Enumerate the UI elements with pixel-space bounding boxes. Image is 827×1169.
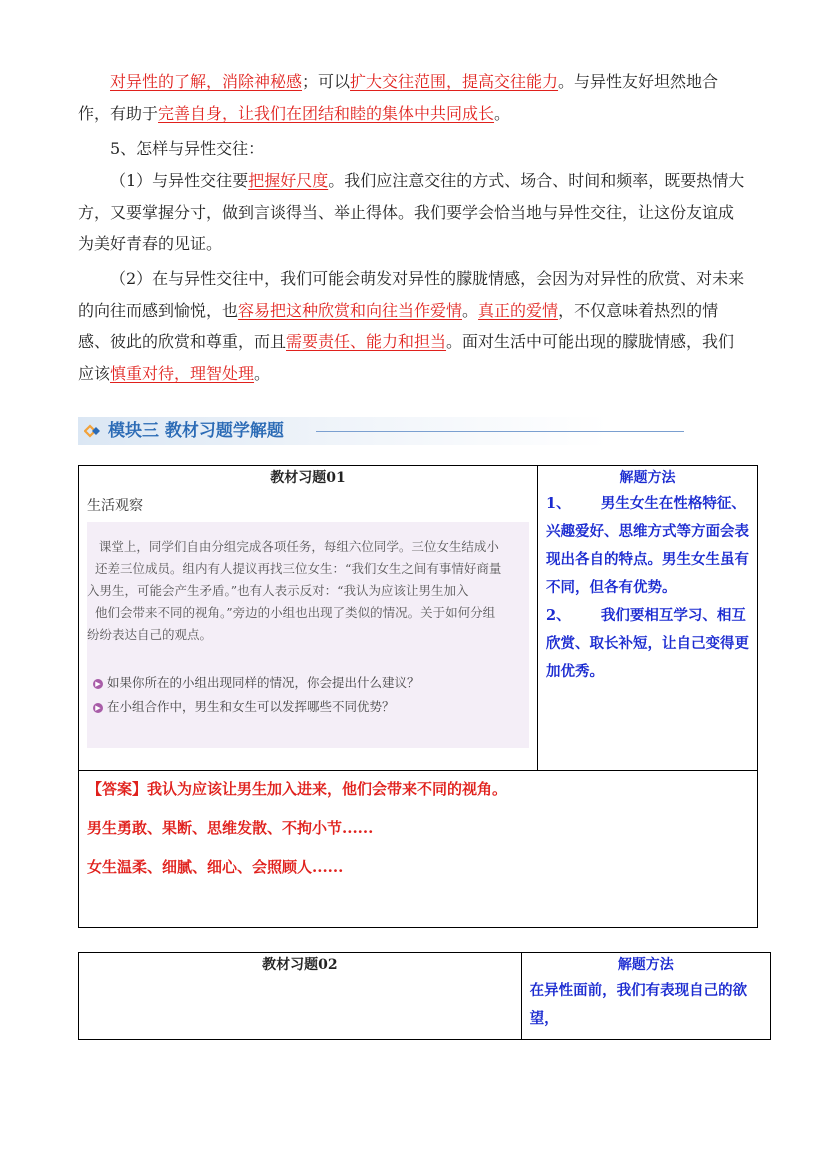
paragraph-3 (78, 165, 748, 260)
method-point-2: 2、 我们要相互学习、相互欣赏、取长补短，让自己变得更加优秀。 (546, 607, 749, 680)
paragraph-4 (78, 263, 748, 389)
highlight-text: 扩大交往范围，提高交往能力 (350, 72, 559, 91)
question-1 (93, 674, 420, 692)
highlight-text: 需要责任、能力和担当 (286, 332, 447, 351)
method-text: 在异性面前，我们有表现自己的欲望， (529, 982, 748, 1027)
highlight-text: 真正的爱情 (478, 300, 559, 320)
body-text: （2）在与异性交往中，我们可能会萌发对异性的朦胧情感，会因为对异性的欣赏、对未来的向往而感到愉悦，也 (78, 269, 745, 320)
bullet-icon: ▶ (93, 679, 103, 689)
question-2 (93, 698, 395, 716)
module-title: 模块三 教材习题学解题 (108, 421, 284, 441)
answer-line-3: 女生温柔、细腻、细心、会照顾人...... (87, 858, 344, 876)
exercise-title: 教材习题02 (262, 957, 338, 973)
answer-line-2: 男生勇敢、果断、思维发散、不拘小节...... (87, 819, 374, 837)
observation-text (87, 536, 529, 646)
body-text: ；可以 (302, 72, 351, 91)
body-text: （1）与异性交往要 (110, 171, 249, 190)
observation-title: 生活观察 (87, 498, 143, 514)
body-text: 。 (494, 103, 511, 123)
exercise-table-1 (78, 465, 758, 928)
method-cell (538, 466, 758, 771)
question-text: 在小组合作中，男生和女生可以发挥哪些不同优势？ (107, 699, 395, 714)
method-title: 解题方法 (619, 470, 676, 486)
module-header (78, 417, 608, 445)
paragraph-1 (78, 66, 748, 129)
body-text: ，不仅意味着热烈的情感、彼此的欣赏和尊重，而且 (78, 300, 719, 351)
life-observation-figure (87, 496, 529, 748)
exercise-cell (79, 953, 522, 1040)
section-heading-5: 5、怎样与异性交往： (110, 139, 265, 158)
module-divider (316, 431, 684, 432)
body-text: 。与异性友好坦然地合作，有助于 (78, 72, 719, 123)
body-text: 。面对生活中可能出现的朦胧情感，我们应该 (78, 332, 735, 383)
bullet-icon: ▶ (93, 703, 103, 713)
observation-line: 入男生，可能会产生矛盾。”也有人表示反对：“我认为应该让男生加入 (87, 583, 469, 598)
exercise-table-2 (78, 952, 771, 1040)
body-text: 。我们应注意交往的方式、场合、时间和频率，既要热情大方，又要掌握分寸，做到言谈得当、举止得体。我们要学会恰当地与异性交往，让这份友谊成为美好青春的见证。 (78, 171, 745, 253)
method-title: 解题方法 (617, 957, 674, 973)
observation-line: 还差三位成员。组内有人提议再找三位女生：“我们女生之间有事情好商量 (87, 561, 502, 576)
highlight-text: 把握好尺度 (248, 171, 329, 190)
observation-line: 纷纷表达自己的观点。 (87, 627, 213, 642)
observation-box (87, 522, 529, 748)
body-text: 。 (254, 363, 271, 383)
observation-line: 他们会带来不同的视角。”旁边的小组也出现了类似的情况。关于如何分组 (87, 605, 496, 620)
body-text: 。 (462, 300, 479, 320)
highlight-text: 对异性的了解，消除神秘感 (110, 72, 303, 91)
answer-cell (79, 771, 758, 928)
double-diamond-icon (84, 423, 102, 439)
method-point-1: 1、 男生女生在性格特征、兴趣爱好、思维方式等方面会表现出各自的特点。男生女生虽有不同，但各有优势。 (546, 495, 749, 596)
observation-line: 课堂上，同学们自由分组完成各项任务，每组六位同学。三位女生结成小 (87, 539, 499, 554)
exercise-cell (79, 466, 538, 771)
exercise-title: 教材习题01 (270, 470, 346, 486)
highlight-text: 容易把这种欣赏和向往当作爱情 (238, 300, 463, 320)
answer-line-1: 【答案】我认为应该让男生加入进来，他们会带来不同的视角。 (87, 780, 508, 798)
highlight-text: 慎重对待，理智处理 (110, 363, 255, 383)
method-cell (521, 953, 770, 1040)
question-text: 如果你所在的小组出现同样的情况，你会提出什么建议？ (107, 675, 420, 690)
highlight-text: 完善自身，让我们在团结和睦的集体中共同成长 (158, 103, 495, 123)
